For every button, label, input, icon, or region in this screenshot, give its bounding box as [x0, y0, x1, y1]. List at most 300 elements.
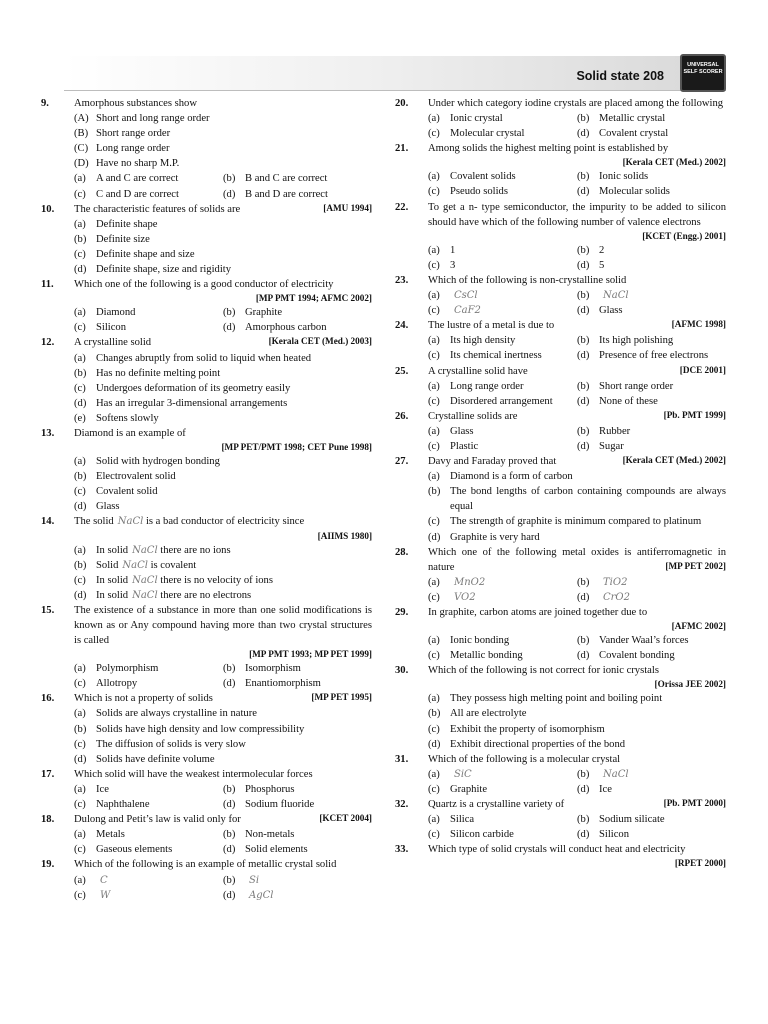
option-label: (a)	[428, 113, 440, 125]
option	[428, 590, 577, 605]
option-pair	[428, 648, 726, 663]
option-pair	[428, 575, 726, 590]
option	[577, 590, 726, 605]
formula: NaCl	[603, 768, 629, 780]
option-label: (a)	[428, 335, 440, 347]
options-grid	[428, 379, 726, 409]
question-text	[74, 335, 372, 350]
option-text-pre: In solid	[96, 589, 129, 601]
source-tag: [DCE 2001]	[679, 364, 726, 375]
option-text: 5	[599, 259, 605, 271]
option-text	[96, 543, 372, 558]
question-row	[41, 277, 372, 292]
option	[74, 411, 372, 426]
question-stem: The characteristic features of solids are	[74, 203, 241, 215]
question-row	[395, 96, 726, 111]
option-label: (d)	[577, 440, 590, 452]
option-pair	[428, 439, 726, 454]
option-text-post: there are no electrons	[160, 589, 252, 601]
option	[223, 782, 372, 797]
option-text: Long range order	[450, 380, 524, 392]
question-stem: The existence of a substance in more than one solid modifications is known as or Any compound having more than two crystal structures is called	[74, 604, 372, 647]
question-text	[428, 545, 726, 575]
option-label: (a)	[74, 829, 86, 841]
option	[428, 184, 577, 199]
option-label: (b)	[223, 874, 236, 886]
option	[428, 691, 726, 706]
option-text: Graphite	[450, 783, 488, 795]
option-pair	[428, 333, 726, 348]
option-label: (d)	[223, 889, 236, 901]
question	[41, 96, 372, 202]
question-row	[395, 273, 726, 288]
option-text: Exhibit the property of isomorphism	[450, 723, 605, 735]
question	[395, 842, 726, 870]
question-number: 31.	[395, 753, 409, 765]
option-label: (b)	[577, 576, 590, 588]
option	[223, 827, 372, 842]
option-text: Non-metals	[245, 829, 295, 841]
option-label: (c)	[428, 186, 440, 198]
question	[395, 797, 726, 842]
option-label: (C)	[74, 143, 89, 155]
option-text: The diffusion of solids is very slow	[96, 738, 246, 750]
question	[41, 514, 372, 602]
option	[223, 676, 372, 691]
option-label: (a)	[74, 173, 86, 185]
option-label: (b)	[74, 723, 87, 735]
question-stem: A crystalline solid	[74, 337, 152, 349]
option-text: All are electrolyte	[450, 708, 527, 720]
option	[74, 305, 223, 320]
question	[395, 454, 726, 545]
option-text: Silicon	[96, 322, 127, 334]
option	[74, 661, 223, 676]
option	[74, 232, 372, 247]
option-label: (c)	[74, 574, 86, 586]
option-pair	[428, 782, 726, 797]
option-label: (a)	[74, 218, 86, 230]
question	[41, 691, 372, 766]
option-label: (a)	[428, 425, 440, 437]
option	[428, 575, 577, 590]
question-number: 11.	[41, 279, 54, 291]
option-pair	[428, 633, 726, 648]
question-row	[395, 842, 726, 857]
option	[428, 737, 726, 752]
option	[74, 782, 223, 797]
option-label: (d)	[223, 188, 236, 200]
question-text	[74, 426, 372, 441]
option-text: Sodium silicate	[599, 814, 665, 826]
option-text: Exhibit directional properties of the bond	[450, 738, 626, 750]
question-number: 18.	[41, 814, 55, 826]
question-stem: Which is not a property of solids	[74, 693, 213, 705]
option-text: Short and long range order	[96, 113, 210, 125]
source-tag: [MP PMT 1994; AFMC 2002]	[255, 293, 372, 304]
formula: AgCl	[249, 889, 274, 901]
question-stem: Diamond is an example of	[74, 427, 186, 439]
option-text: A and C are correct	[96, 173, 179, 185]
question-stem: Among solids the highest melting point is established by	[428, 143, 669, 155]
option-label: (a)	[428, 814, 440, 826]
option-text: Undergoes deformation of its geometry easily	[96, 382, 291, 394]
option	[428, 243, 577, 258]
options-grid	[428, 767, 726, 797]
question-stem: The solid	[74, 516, 114, 528]
option	[428, 333, 577, 348]
question-stem: Davy and Faraday proved that	[428, 456, 557, 468]
question-row	[41, 812, 372, 827]
question-text	[428, 273, 726, 288]
option	[577, 348, 726, 363]
formula: NaCl	[122, 559, 148, 571]
options-grid	[428, 633, 726, 663]
question	[395, 752, 726, 797]
question-number: 9.	[41, 98, 49, 109]
option-label: (d)	[577, 305, 590, 317]
option	[74, 247, 372, 262]
option	[577, 633, 726, 648]
formula: NaCl	[132, 589, 158, 601]
option-label: (c)	[428, 591, 440, 603]
page-header	[64, 56, 726, 91]
option	[577, 169, 726, 184]
option-text: Phosphorus	[245, 783, 295, 795]
question-stem: Which solid will have the weakest intermolecular forces	[74, 768, 313, 780]
option-label: (c)	[428, 723, 440, 735]
option-text: Presence of free electrons	[599, 350, 709, 362]
question-row	[41, 603, 372, 648]
option-label: (d)	[223, 678, 236, 690]
option	[74, 706, 372, 721]
option	[577, 648, 726, 663]
question-row	[395, 141, 726, 156]
option	[428, 469, 726, 484]
option	[428, 379, 577, 394]
option-text: Short range order	[96, 128, 171, 140]
question	[395, 409, 726, 454]
option-label: (a)	[428, 380, 440, 392]
question-text	[74, 812, 372, 827]
option-text: Silicon	[599, 829, 630, 841]
option-text: Solids have definite volume	[96, 753, 215, 765]
option-text: Plastic	[450, 440, 479, 452]
option	[428, 394, 577, 409]
question-number: 29.	[395, 607, 409, 618]
question-text	[428, 797, 726, 812]
option	[74, 469, 372, 484]
option-pair	[428, 303, 726, 318]
option-pair	[428, 126, 726, 141]
option-label: (a)	[428, 576, 440, 588]
question-stem: Which of the following is not correct for ionic crystals	[428, 665, 659, 677]
options-grid	[428, 243, 726, 273]
source-tag: [AFMC 2002]	[671, 621, 726, 632]
option	[74, 484, 372, 499]
question-row	[395, 364, 726, 379]
formula: SiC	[454, 768, 472, 780]
question-stem: A crystalline solid have	[428, 365, 528, 377]
option	[577, 439, 726, 454]
option-pair	[428, 394, 726, 409]
option-text: Metallic bonding	[450, 650, 523, 662]
source-tag: [MP PET 2002]	[665, 560, 726, 571]
option-text: Silicon carbide	[450, 829, 514, 841]
question-number: 22.	[395, 201, 409, 213]
option-text: Definite shape	[96, 218, 158, 230]
source-tag: [Kerala CET (Med.) 2002]	[622, 455, 726, 466]
option-pair	[74, 782, 372, 797]
option-label: (b)	[577, 335, 590, 347]
option	[577, 243, 726, 258]
question-row	[395, 200, 726, 243]
option-label: (c)	[428, 783, 440, 795]
option-pair	[428, 424, 726, 439]
formula: Si	[249, 874, 260, 886]
option-label: (a)	[74, 874, 86, 886]
option-text-post: is covalent	[150, 559, 197, 571]
question-number: 16.	[41, 693, 55, 705]
option	[577, 126, 726, 141]
right-column	[395, 96, 726, 870]
question-row	[395, 797, 726, 812]
question	[395, 141, 726, 199]
option-text: Definite shape and size	[96, 248, 195, 260]
question	[395, 605, 726, 663]
option	[577, 424, 726, 439]
option-pair	[428, 169, 726, 184]
option-label: (a)	[74, 456, 86, 468]
question-number: 15.	[41, 604, 55, 616]
question	[41, 277, 372, 335]
option	[223, 187, 372, 202]
option-label: (a)	[74, 352, 86, 364]
option	[74, 752, 372, 767]
option-pair	[428, 111, 726, 126]
option-text: Covalent bonding	[599, 650, 675, 662]
option-pair	[428, 590, 726, 605]
source-tag: [Pb. PMT 1999]	[663, 409, 726, 420]
option-pair	[428, 258, 726, 273]
question-row	[395, 545, 726, 575]
option	[74, 676, 223, 691]
options-list	[74, 351, 372, 426]
question-number: 10.	[41, 203, 55, 215]
option	[428, 530, 726, 545]
option-text: 3	[450, 259, 456, 271]
option	[74, 827, 223, 842]
option-label: (d)	[74, 397, 87, 409]
option-text: The bond lengths of carbon containing compounds are always equal	[450, 486, 726, 513]
option-label: (d)	[428, 738, 441, 750]
left-column	[41, 96, 372, 903]
question-number: 27.	[395, 456, 409, 468]
formula: NaCl	[603, 290, 629, 302]
option-label: (b)	[223, 829, 236, 841]
question-stem: In graphite, carbon atoms are joined together due to	[428, 607, 648, 618]
options-list	[74, 111, 372, 171]
options-grid	[74, 171, 372, 201]
option-text: Enantiomorphism	[245, 678, 321, 690]
option-text: C and D are correct	[96, 188, 179, 200]
option-text: 2	[599, 244, 605, 256]
option-text-pre: Solid	[96, 559, 119, 571]
source-tag: [KCET (Engg.) 2001]	[642, 230, 726, 241]
formula: NaCl	[117, 516, 144, 528]
option-text: Changes abruptly from solid to liquid when heated	[96, 352, 312, 364]
option-label: (c)	[428, 305, 440, 317]
option-text: Electrovalent solid	[96, 471, 176, 483]
option	[74, 396, 372, 411]
question-text	[428, 605, 726, 620]
option	[428, 706, 726, 721]
option-label: (d)	[223, 322, 236, 334]
option	[74, 171, 223, 186]
option	[74, 558, 372, 573]
question-number: 19.	[41, 859, 55, 871]
options-grid	[428, 812, 726, 842]
option-text: They possess high melting point and boiling point	[450, 693, 663, 705]
option-label: (d)	[74, 264, 87, 276]
option	[74, 156, 372, 171]
option-text: Diamond	[96, 307, 136, 319]
option-label: (a)	[74, 663, 86, 675]
question-text	[428, 454, 726, 469]
option-label: (c)	[428, 516, 440, 528]
option-text: None of these	[599, 395, 658, 407]
option-text: Silica	[450, 814, 475, 826]
option-label: (d)	[577, 650, 590, 662]
question-row	[41, 767, 372, 782]
question-stem: Which type of solid crystals will conduct heat and electricity	[428, 844, 686, 856]
option-label: (b)	[577, 171, 590, 183]
option-text: Pseudo solids	[450, 186, 508, 198]
option	[74, 543, 372, 558]
option-text: Long range order	[96, 143, 170, 155]
option	[428, 424, 577, 439]
option-label: (b)	[577, 814, 590, 826]
options-grid	[74, 873, 372, 903]
option-text: Diamond is a form of carbon	[450, 471, 573, 483]
question-row	[395, 605, 726, 620]
option-text: Amorphous carbon	[245, 322, 327, 334]
option-label: (c)	[428, 440, 440, 452]
question	[41, 767, 372, 812]
option-label: (D)	[74, 158, 89, 170]
option	[428, 258, 577, 273]
option-label: (b)	[428, 486, 441, 498]
option-text: Solids have high density and low compressibility	[96, 723, 305, 735]
option	[428, 633, 577, 648]
option-pair	[428, 288, 726, 303]
option-label: (c)	[74, 248, 86, 260]
question-number: 32.	[395, 799, 409, 811]
option	[74, 873, 223, 888]
question	[395, 318, 726, 363]
option-text: Has an irregular 3-dimensional arrangements	[96, 397, 288, 409]
question	[41, 335, 372, 426]
question-row	[41, 426, 372, 441]
option-text: Sugar	[599, 440, 624, 452]
options-grid	[74, 305, 372, 335]
option-label: (a)	[74, 544, 86, 556]
option-label: (b)	[577, 380, 590, 392]
question-stem: Which of the following is a molecular crystal	[428, 753, 621, 765]
option-text: Ice	[599, 783, 612, 795]
option	[577, 827, 726, 842]
question-text	[428, 663, 726, 678]
option	[223, 797, 372, 812]
option-text-pre: In solid	[96, 574, 129, 586]
option-pair	[74, 187, 372, 202]
question-number: 12.	[41, 337, 55, 349]
formula: CsCl	[454, 290, 478, 302]
source-tag: [KCET 2004]	[319, 813, 372, 824]
question	[41, 426, 372, 514]
formula: TiO2	[603, 576, 628, 588]
question-text	[74, 277, 372, 292]
options-list	[428, 691, 726, 751]
option-label: (a)	[428, 244, 440, 256]
option	[74, 217, 372, 232]
question-text	[428, 409, 726, 424]
option-text: Molecular solids	[599, 186, 670, 198]
option-label: (d)	[577, 186, 590, 198]
formula: C	[100, 874, 108, 886]
source-tag: [MP PMT 1993; MP PET 1999]	[249, 649, 372, 660]
option-text: Metals	[96, 829, 125, 841]
formula: CrO2	[603, 591, 630, 603]
option	[428, 767, 577, 782]
question-text	[428, 842, 726, 857]
source-tag: [Kerala CET (Med.) 2002]	[622, 157, 726, 168]
formula: CaF2	[454, 305, 481, 317]
option-pair	[74, 842, 372, 857]
option-label: (b)	[223, 307, 236, 319]
question-text	[428, 141, 726, 156]
option	[223, 873, 372, 888]
question-stem: Under which category iodine crystals are placed among the following	[428, 98, 724, 109]
option-label: (c)	[74, 889, 86, 901]
formula: NaCl	[132, 574, 158, 586]
option-label: (A)	[74, 113, 89, 125]
question-row	[395, 454, 726, 469]
question-stem: Which of the following is an example of metallic crystal solid	[74, 859, 337, 871]
option-text: Sodium fluoride	[245, 799, 315, 811]
formula: VO2	[454, 591, 476, 603]
option-label: (b)	[223, 173, 236, 185]
option-label: (d)	[577, 350, 590, 362]
option	[577, 111, 726, 126]
option-label: (b)	[74, 559, 87, 571]
option-label: (d)	[577, 128, 590, 140]
option-label: (a)	[428, 768, 440, 780]
option-text: Have no sharp M.P.	[96, 158, 180, 170]
option-pair	[428, 348, 726, 363]
option-pair	[74, 827, 372, 842]
question-text	[428, 364, 726, 379]
option-pair	[428, 243, 726, 258]
option-pair	[74, 873, 372, 888]
option-label: (c)	[428, 829, 440, 841]
option-label: (b)	[577, 113, 590, 125]
option-label: (c)	[428, 259, 440, 271]
option	[577, 333, 726, 348]
question-text	[74, 691, 372, 706]
option-label: (c)	[428, 350, 440, 362]
option-text: Graphite	[245, 307, 283, 319]
